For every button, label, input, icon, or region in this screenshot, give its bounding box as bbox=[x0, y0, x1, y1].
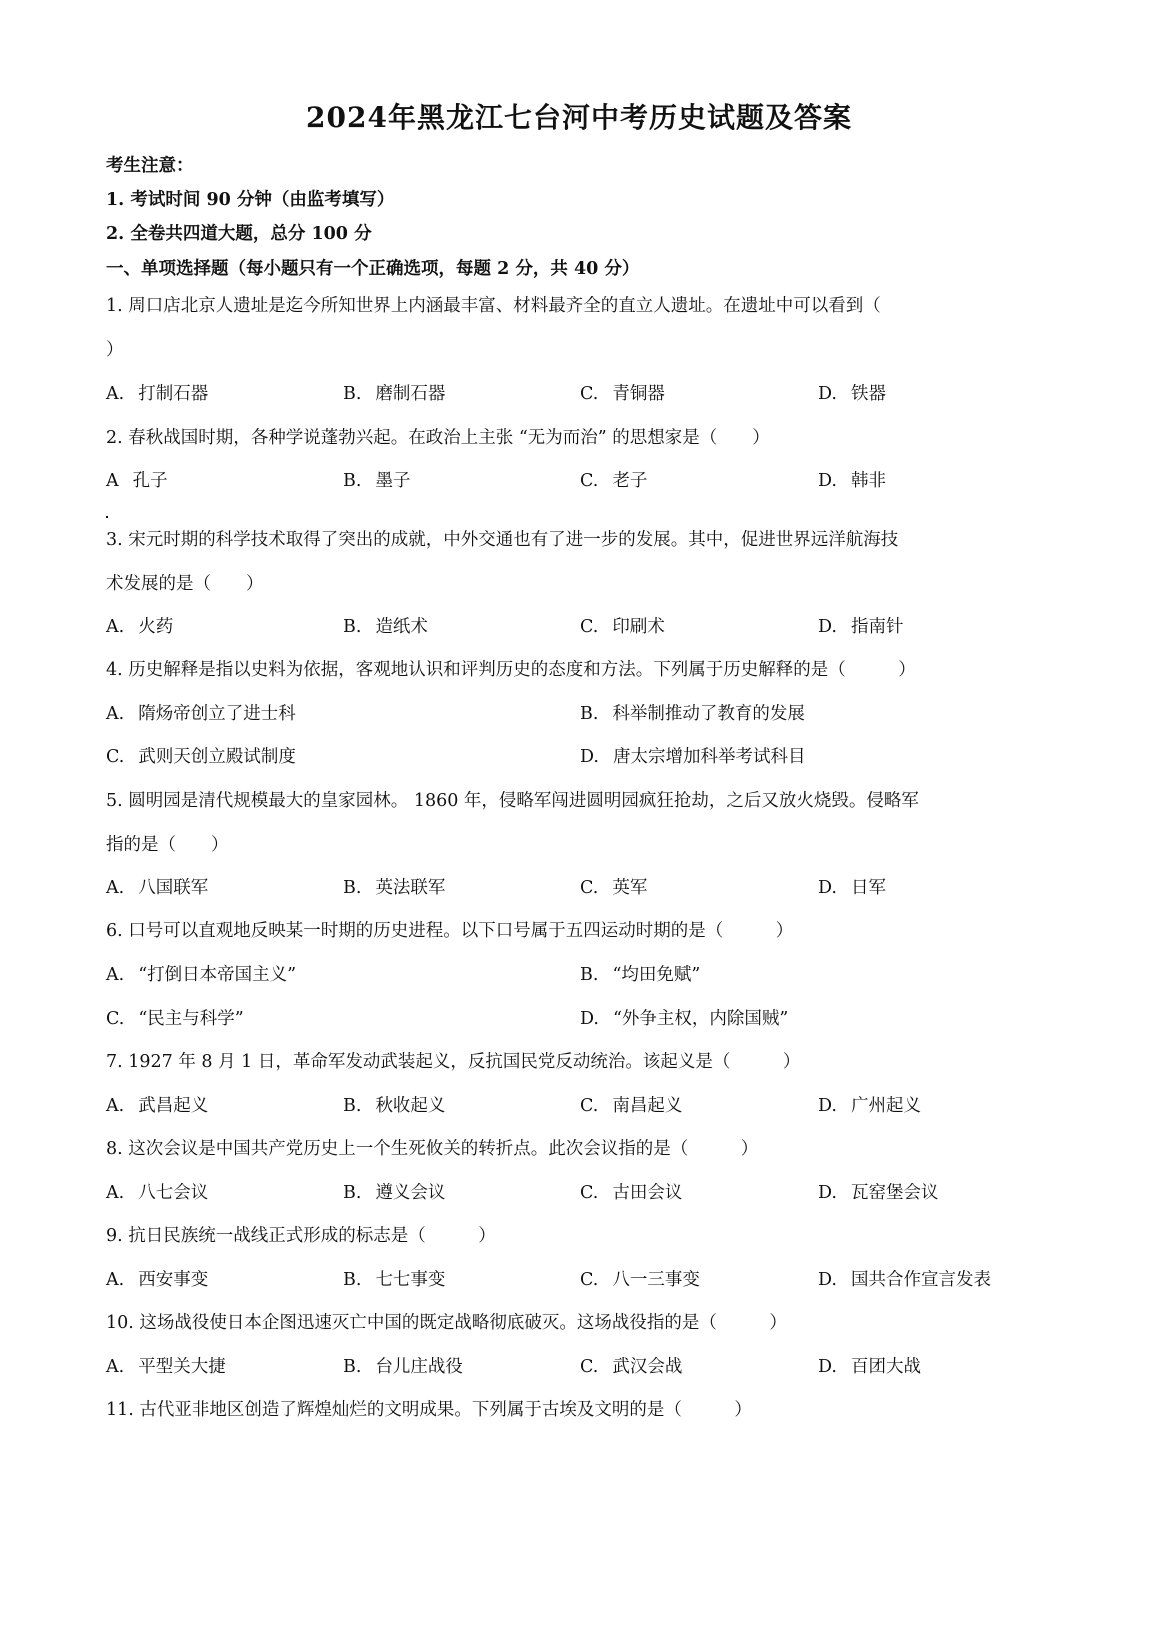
question-stem: 9. 抗日民族统一战线正式形成的标志是（ ） bbox=[106, 1226, 496, 1246]
option-c: C. “民主与科学” bbox=[106, 1009, 244, 1029]
option-c: C. 武汉会战 bbox=[580, 1357, 683, 1377]
question-stem: ） bbox=[106, 340, 124, 360]
question-stem: 2. 春秋战国时期，各种学说蓬勃兴起。在政治上主张 “无为而治” 的思想家是（ ） bbox=[106, 428, 770, 448]
option-d: D. “外争主权，内除国贼” bbox=[580, 1009, 789, 1029]
option-a: A. 打制石器 bbox=[106, 384, 209, 404]
question-stem: 5. 圆明园是清代规模最大的皇家园林。 1860 年，侵略军闯进圆明园疯狂抢劫，之后又放火烧毁。侵略军 bbox=[106, 791, 919, 811]
option-a: A. 隋炀帝创立了进士科 bbox=[106, 704, 296, 724]
option-b: B. 英法联军 bbox=[343, 878, 446, 898]
option-a: A. 西安事变 bbox=[106, 1270, 209, 1290]
option-a: A. “打倒日本帝国主义” bbox=[106, 965, 297, 985]
option-c: C. 武则天创立殿试制度 bbox=[106, 747, 296, 767]
option-a: A. 火药 bbox=[106, 617, 174, 637]
option-b: B. 遵义会议 bbox=[343, 1183, 446, 1203]
notice-item: 2. 全卷共四道大题，总分 100 分 bbox=[106, 224, 372, 244]
question-stem: 11. 古代亚非地区创造了辉煌灿烂的文明成果。下列属于古埃及文明的是（ ） bbox=[106, 1400, 752, 1420]
question-stem: 1. 周口店北京人遗址是迄今所知世界上内涵最丰富、材料最齐全的直立人遗址。在遗址中可以看到（ bbox=[106, 296, 881, 316]
notice-item: 1. 考试时间 90 分钟（由监考填写） bbox=[106, 190, 395, 210]
option-d: D. 指南针 bbox=[818, 617, 904, 637]
option-c: C. 印刷术 bbox=[580, 617, 665, 637]
question-stem: 10. 这场战役使日本企图迅速灭亡中国的既定战略彻底破灭。这场战役指的是（ ） bbox=[106, 1313, 787, 1333]
option-a: A 孔子 bbox=[106, 471, 168, 491]
option-d: D. 百团大战 bbox=[818, 1357, 921, 1377]
question-stem: 指的是（ ） bbox=[106, 835, 229, 855]
option-b: B. 墨子 bbox=[343, 471, 411, 491]
option-b: B. 造纸术 bbox=[343, 617, 428, 637]
question-stem: 3. 宋元时期的科学技术取得了突出的成就，中外交通也有了进一步的发展。其中，促进世界远洋航海技 bbox=[106, 530, 899, 550]
notice-heading: 考生注意： bbox=[106, 156, 194, 176]
option-a: A. 武昌起义 bbox=[106, 1096, 209, 1116]
option-c: C. 英军 bbox=[580, 878, 648, 898]
option-d: D. 韩非 bbox=[818, 471, 886, 491]
option-c: C. 青铜器 bbox=[580, 384, 665, 404]
option-b: B. 七七事变 bbox=[343, 1270, 446, 1290]
stray-dot bbox=[106, 516, 108, 518]
option-d: D. 日军 bbox=[818, 878, 886, 898]
question-stem: 4. 历史解释是指以史料为依据，客观地认识和评判历史的态度和方法。下列属于历史解释的是（ ） bbox=[106, 660, 916, 680]
option-d: D. 国共合作宣言发表 bbox=[818, 1270, 991, 1290]
option-a: A. 八国联军 bbox=[106, 878, 209, 898]
option-c: C. 古田会议 bbox=[580, 1183, 683, 1203]
option-b: B. 秋收起义 bbox=[343, 1096, 446, 1116]
option-b: B. “均田免赋” bbox=[580, 965, 701, 985]
option-b: B. 磨制石器 bbox=[343, 384, 446, 404]
option-a: A. 平型关大捷 bbox=[106, 1357, 226, 1377]
option-d: D. 唐太宗增加科举考试科目 bbox=[580, 747, 806, 767]
option-d: D. 铁器 bbox=[818, 384, 886, 404]
question-stem: 7. 1927 年 8 月 1 日，革命军发动武装起义，反抗国民党反动统治。该起义是（ ） bbox=[106, 1052, 801, 1072]
option-a: A. 八七会议 bbox=[106, 1183, 209, 1203]
option-d: D. 广州起义 bbox=[818, 1096, 921, 1116]
question-stem: 术发展的是（ ） bbox=[106, 574, 264, 594]
section-heading: 一、单项选择题（每小题只有一个正确选项，每题 2 分，共 40 分） bbox=[106, 259, 640, 279]
question-stem: 8. 这次会议是中国共产党历史上一个生死攸关的转折点。此次会议指的是（ ） bbox=[106, 1139, 759, 1159]
option-c: C. 南昌起义 bbox=[580, 1096, 683, 1116]
option-b: B. 台儿庄战役 bbox=[343, 1357, 463, 1377]
option-b: B. 科举制推动了教育的发展 bbox=[580, 704, 805, 724]
page-title: 2024年黑龙江七台河中考历史试题及答案 bbox=[306, 101, 852, 134]
option-c: C. 老子 bbox=[580, 471, 648, 491]
option-c: C. 八一三事变 bbox=[580, 1270, 700, 1290]
option-d: D. 瓦窑堡会议 bbox=[818, 1183, 939, 1203]
question-stem: 6. 口号可以直观地反映某一时期的历史进程。以下口号属于五四运动时期的是（ ） bbox=[106, 921, 794, 941]
